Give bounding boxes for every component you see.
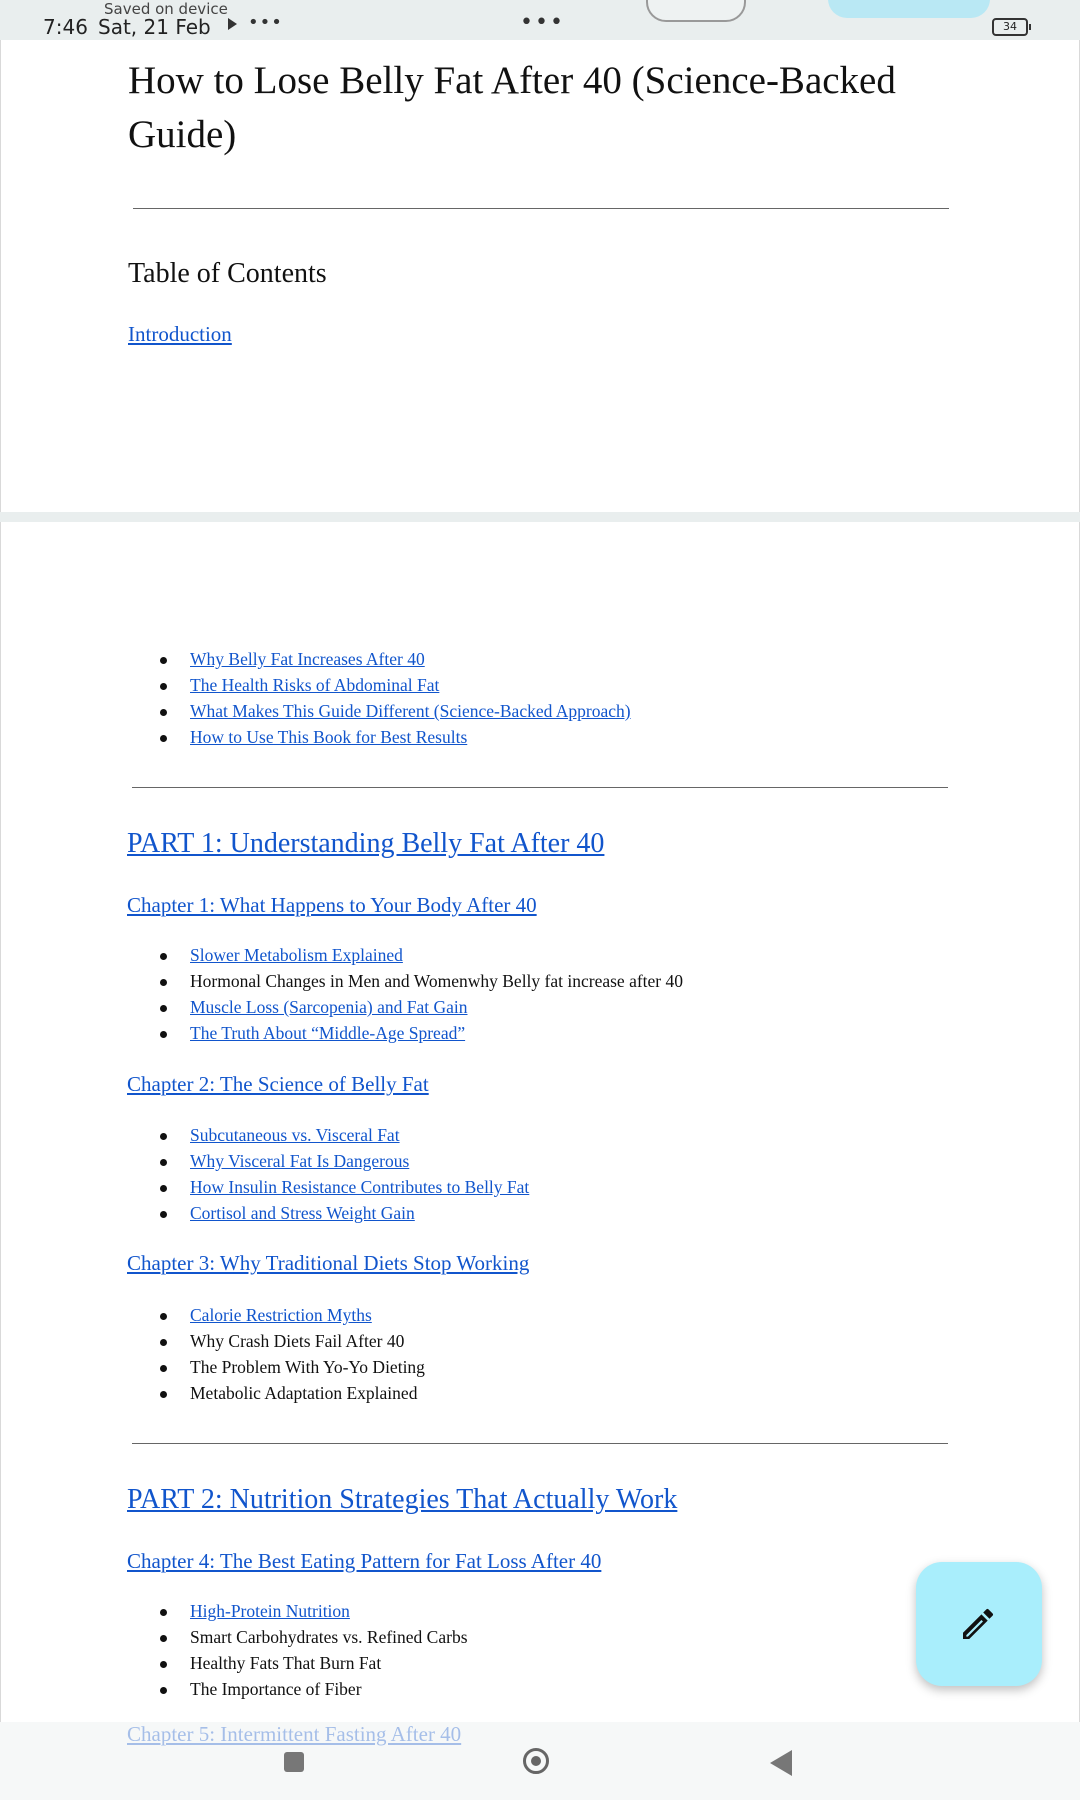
list-item: Smart Carbohydrates vs. Refined Carbs	[127, 1624, 987, 1650]
list-item: The Importance of Fiber	[127, 1676, 987, 1702]
notification-more-icon: •••	[248, 12, 283, 33]
toc-link-chapter-5[interactable]: Chapter 5: Intermittent Fasting After 40	[127, 1722, 462, 1746]
toc-link-chapter-2[interactable]: Chapter 2: The Science of Belly Fat	[127, 1072, 429, 1096]
horizontal-rule	[132, 1443, 948, 1444]
toc-heading: Table of Contents	[128, 258, 327, 289]
back-icon[interactable]	[770, 1750, 792, 1776]
chapter-3-list	[127, 1302, 987, 1406]
play-icon	[228, 18, 237, 30]
list-item: Metabolic Adaptation Explained	[127, 1380, 987, 1406]
saved-status: Saved on device	[104, 0, 228, 18]
toc-link-chapter-1[interactable]: Chapter 1: What Happens to Your Body After 40	[127, 893, 537, 917]
status-date: Sat, 21 Feb	[98, 15, 211, 39]
list-item[interactable]: Subcutaneous vs. Visceral Fat	[127, 1122, 987, 1148]
list-item: Healthy Fats That Burn Fat	[127, 1650, 987, 1676]
list-item: Hormonal Changes in Men and Womenwhy Belly fat increase after 40	[127, 968, 987, 994]
chapter-1-list	[127, 942, 987, 1046]
list-item[interactable]: The Health Risks of Abdominal Fat	[127, 672, 987, 698]
document-page-1	[0, 40, 1080, 512]
list-item[interactable]: How Insulin Resistance Contributes to Belly Fat	[127, 1174, 987, 1200]
more-options-icon[interactable]: •••	[520, 10, 565, 35]
edit-button[interactable]	[916, 1562, 1042, 1686]
list-item[interactable]: Slower Metabolism Explained	[127, 942, 987, 968]
list-item[interactable]: What Makes This Guide Different (Science-Backed Approach)	[127, 698, 987, 724]
list-item[interactable]: Cortisol and Stress Weight Gain	[127, 1200, 987, 1226]
list-item[interactable]: How to Use This Book for Best Results	[127, 724, 987, 750]
status-pill	[646, 0, 746, 22]
pencil-icon	[958, 1604, 998, 1644]
status-time: 7:46	[43, 15, 88, 39]
list-item: The Problem With Yo-Yo Dieting	[127, 1354, 987, 1380]
list-item[interactable]: Why Visceral Fat Is Dangerous	[127, 1148, 987, 1174]
horizontal-rule	[133, 208, 949, 209]
home-icon[interactable]	[523, 1748, 549, 1774]
intro-list	[127, 646, 987, 750]
list-item: Why Crash Diets Fail After 40	[127, 1328, 987, 1354]
list-item[interactable]: Why Belly Fat Increases After 40	[127, 646, 987, 672]
chapter-4-list	[127, 1598, 987, 1702]
toc-link-introduction[interactable]: Introduction	[128, 322, 232, 346]
status-bar	[0, 0, 1080, 40]
chapter-2-list	[127, 1122, 987, 1226]
list-item[interactable]: The Truth About “Middle-Age Spread”	[127, 1020, 987, 1046]
status-pill-active	[828, 0, 990, 18]
toc-link-part-1[interactable]: PART 1: Understanding Belly Fat After 40	[127, 828, 605, 859]
battery-icon: 34	[992, 18, 1028, 36]
toc-link-chapter-4[interactable]: Chapter 4: The Best Eating Pattern for Fat Loss After 40	[127, 1549, 602, 1573]
list-item[interactable]: Muscle Loss (Sarcopenia) and Fat Gain	[127, 994, 987, 1020]
recent-apps-icon[interactable]	[284, 1752, 304, 1772]
toc-link-chapter-3[interactable]: Chapter 3: Why Traditional Diets Stop Working	[127, 1251, 530, 1275]
list-item[interactable]: High-Protein Nutrition	[127, 1598, 987, 1624]
horizontal-rule	[132, 787, 948, 788]
toc-link-part-2[interactable]: PART 2: Nutrition Strategies That Actually Work	[127, 1484, 678, 1515]
list-item[interactable]: Calorie Restriction Myths	[127, 1302, 987, 1328]
document-title: How to Lose Belly Fat After 40 (Science-Backed Guide)	[128, 59, 896, 156]
